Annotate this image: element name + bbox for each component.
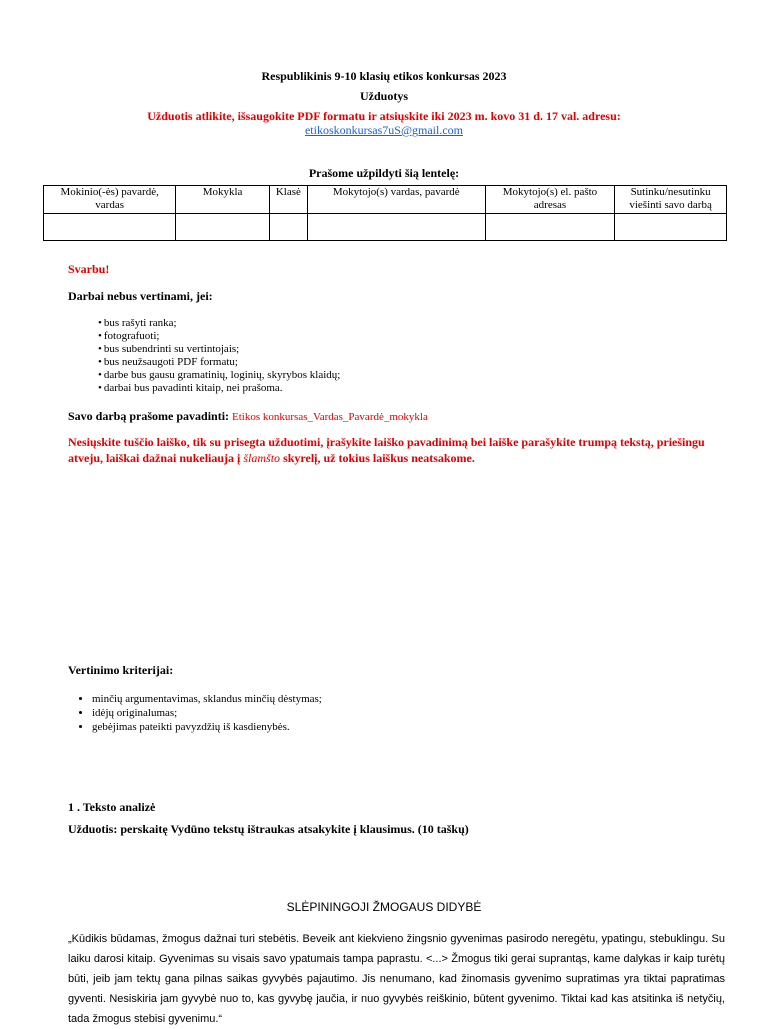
cell-teacher-email[interactable] — [485, 214, 614, 241]
list-item: • bus rašyti ranka; — [98, 317, 340, 330]
submission-instruction: Užduotis atlikite, išsaugokite PDF formatu ir atsiųskite iki 2023 m. kovo 31 d. 17 val. adresu: — [147, 109, 621, 123]
cell-class[interactable] — [269, 214, 307, 241]
naming-instruction — [68, 409, 428, 424]
text-excerpt: „Kūdikis būdamas, žmogus dažnai turi stebėtis. Beveik ant kiekvieno žingsnio gyvenimas pasirodo neregėtu, ypatingu, stebuklingu. Su laiku darosi kitaip. Gyvenimas su visais savo ypatumais tampa paprastu. <...> Žmogus tiki gerai suprantąs, kame dalykas ir kaip turėtų būti, jeib jam tektų gana pilnas saikas gyvybės pajautimo. Jis nenumano, kad žinomasis gyvenimo supratimas yra tiktai papratimas gyventi. Nesiskiria jam gyvybė nuo to, kas gyvybę jaučia, ir nuo gyvybės reiškinio, būtent gyvenimo. Tiktai kad kas atsitinka iš netyčių, tada žmogus stebisi gyvenimu.“ — [68, 933, 725, 1025]
list-item: • darbai bus pavadinti kitaip, nei prašoma. — [98, 382, 340, 395]
naming-value: Etikos konkursas_Vardas_Pavardė_mokykla — [232, 411, 428, 423]
warning-text-1: Nesiųskite tuščio laiško, tik su prisegta užduotimi, įrašykite laiško pavadinimą bei laiške parašykite trumpą tekstą, priešingu atveju, laiškai dažnai nukeliauja į — [68, 435, 705, 465]
section-heading: 1 . Teksto analizė — [68, 800, 156, 814]
header-school: Mokykla — [176, 186, 270, 214]
cell-consent[interactable] — [615, 214, 727, 241]
header-student-name: Mokinio(-ės) pavardė, vardas — [44, 186, 176, 214]
header-consent: Sutinku/nesutinku viešinti savo darbą — [615, 186, 727, 214]
not-evaluated-heading: Darbai nebus vertinami, jei: — [68, 289, 213, 303]
header-teacher-email: Mokytojo(s) el. pašto adresas — [485, 186, 614, 214]
email-warning — [68, 434, 728, 466]
list-item: • minčių argumentavimas, sklandus minčių dėstymas; — [92, 692, 322, 706]
table-header-row — [44, 186, 727, 214]
email-row — [0, 123, 768, 138]
not-evaluated-list — [98, 317, 340, 395]
table-input-row — [44, 214, 727, 241]
email-link[interactable]: etikoskonkursas7uS@gmail.com — [304, 123, 464, 137]
list-item: • bus neužsaugoti PDF formatu; — [98, 356, 340, 369]
list-item: • fotografuoti; — [98, 330, 340, 343]
cell-teacher-name[interactable] — [307, 214, 485, 241]
criteria-list — [68, 692, 322, 734]
document-subtitle: Užduotys — [359, 89, 408, 103]
list-item: • bus subendrinti su vertintojais; — [98, 343, 340, 356]
header-teacher-name: Mokytojo(s) vardas, pavardė — [307, 186, 485, 214]
document-title: Respublikinis 9-10 klasių etikos konkursas 2023 — [261, 69, 507, 83]
important-label: Svarbu! — [68, 262, 110, 276]
cell-student-name[interactable] — [44, 214, 176, 241]
naming-label: Savo darbą prašome pavadinti: — [68, 409, 230, 423]
participant-info-table — [43, 185, 727, 241]
warning-text-2: skyrelį, už tokius laiškus neatsakome. — [280, 451, 475, 465]
criteria-heading: Vertinimo kriterijai: — [68, 663, 174, 677]
list-item: • gebėjimas pateikti pavyzdžių iš kasdienybės. — [92, 720, 322, 734]
list-item: • darbe bus gausu gramatinių, loginių, skyrybos klaidų; — [98, 369, 340, 382]
text-title: SLĖPININGOJI ŽMOGAUS DIDYBĖ — [286, 900, 482, 914]
warning-italic: šlamšto — [243, 451, 281, 465]
table-intro: Prašome užpildyti šią lentelę: — [308, 166, 460, 180]
section-task: Užduotis: perskaitę Vydūno tekstų ištraukas atsakykite į klausimus. (10 taškų) — [68, 822, 469, 836]
header-class: Klasė — [269, 186, 307, 214]
cell-school[interactable] — [176, 214, 270, 241]
list-item: • idėjų originalumas; — [92, 706, 322, 720]
